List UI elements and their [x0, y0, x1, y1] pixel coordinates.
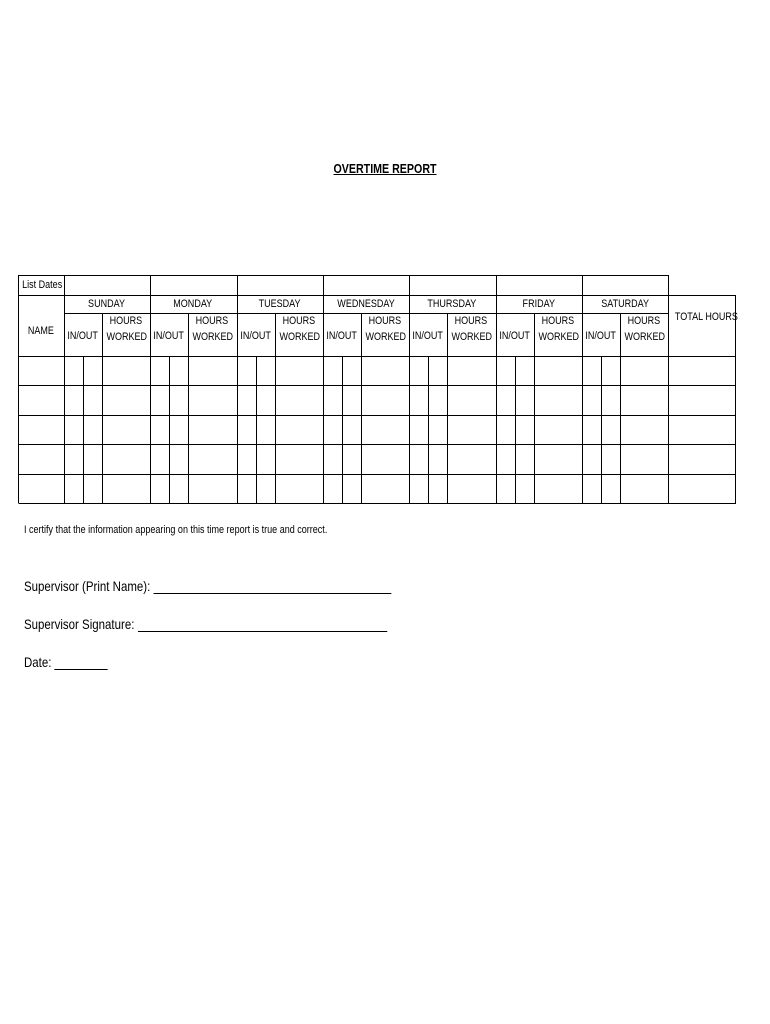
day-header-tuesday: TUESDAY	[259, 298, 301, 310]
in-out-header-friday: IN/OUT	[499, 330, 531, 342]
supervisor-signature-row	[24, 616, 387, 632]
supervisor-print-name-row	[24, 578, 391, 594]
supervisor-signature-label: Supervisor Signature:	[24, 616, 135, 632]
list-dates-label: List Dates	[22, 279, 63, 291]
table-row[interactable]	[19, 357, 735, 385]
overtime-table	[18, 275, 736, 505]
date-field[interactable]	[55, 654, 108, 670]
hours-worked-header-saturday: HOURS WORKED	[624, 315, 666, 343]
in-out-header-tuesday: IN/OUT	[240, 330, 272, 342]
name-header: NAME	[27, 325, 55, 337]
hours-worked-header-tuesday: HOURS WORKED	[279, 315, 321, 343]
supervisor-print-name-field[interactable]	[154, 578, 392, 594]
day-header-friday: FRIDAY	[522, 298, 556, 310]
day-header-thursday: THURSDAY	[427, 298, 477, 310]
day-header-wednesday: WEDNESDAY	[337, 298, 395, 310]
hours-worked-header-friday: HOURS WORKED	[538, 315, 580, 343]
total-hours-header: TOTAL HOURS	[674, 311, 738, 323]
hours-worked-header-monday: HOURS WORKED	[192, 315, 234, 343]
certification-statement	[24, 524, 327, 536]
in-out-header-thursday: IN/OUT	[412, 330, 444, 342]
supervisor-print-name-label: Supervisor (Print Name):	[24, 578, 151, 594]
date-row	[24, 654, 108, 670]
in-out-header-saturday: IN/OUT	[585, 330, 617, 342]
supervisor-signature-field[interactable]	[138, 616, 387, 632]
hours-worked-header-thursday: HOURS WORKED	[451, 315, 493, 343]
certification-text: I certify that the information appearing on this time report is true and correct.	[24, 524, 328, 536]
report-title	[69, 161, 700, 176]
day-header-monday: MONDAY	[173, 298, 213, 310]
in-out-header-wednesday: IN/OUT	[326, 330, 358, 342]
in-out-header-sunday: IN/OUT	[67, 330, 99, 342]
day-header-sunday: SUNDAY	[88, 298, 126, 310]
hours-worked-header-wednesday: HOURS WORKED	[365, 315, 407, 343]
table-row[interactable]	[19, 475, 735, 503]
table-row[interactable]	[19, 445, 735, 473]
in-out-header-monday: IN/OUT	[153, 330, 185, 342]
date-label: Date:	[24, 654, 52, 670]
report-title-text: OVERTIME REPORT	[333, 161, 437, 176]
table-row[interactable]	[19, 416, 735, 444]
table-row[interactable]	[19, 386, 735, 414]
hours-worked-header-sunday: HOURS WORKED	[106, 315, 148, 343]
day-header-saturday: SATURDAY	[601, 298, 649, 310]
